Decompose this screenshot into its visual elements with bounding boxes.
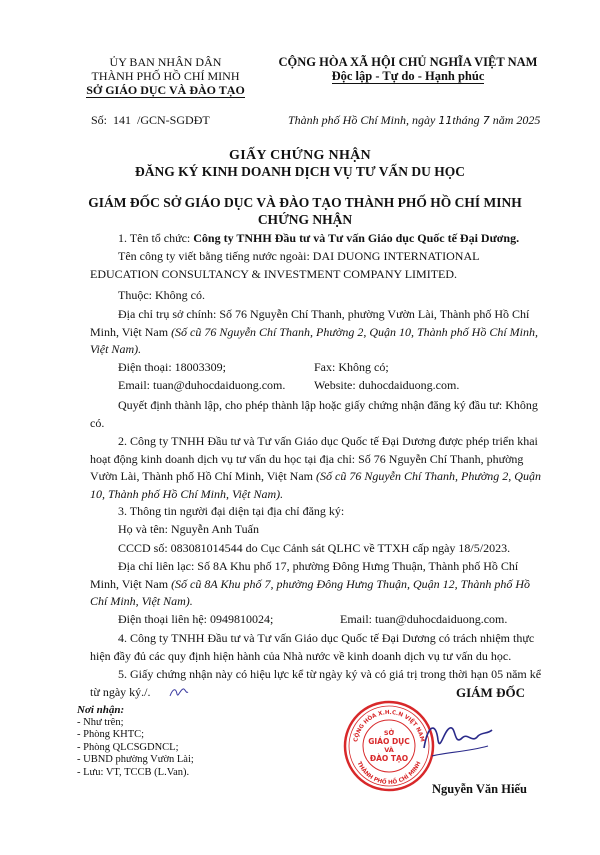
seal-bottom-text: THÀNH PHỐ HỒ CHÍ MINH <box>355 760 423 787</box>
date-prefix: Thành phố Hồ Chí Minh, ngày <box>288 113 436 127</box>
date-month: 7 <box>482 114 490 127</box>
seal-center-4: ĐÀO TẠO <box>369 754 409 763</box>
rep-address-old: (Số cũ 8A Khu phố 7, phường Đông Hưng Thuận, Quận 12, Thành phố Hồ Chí Minh, Việt Nam). <box>90 576 531 609</box>
issuer-line-2: THÀNH PHỐ HỒ CHÍ MINH <box>91 69 240 83</box>
org-fax: Fax: Không có; <box>314 360 389 374</box>
date-mid: tháng <box>452 113 480 127</box>
org-website: Website: duhocdaiduong.com. <box>314 378 460 392</box>
issue-date <box>288 113 540 128</box>
org-email: Email: tuan@duhocdaiduong.com. <box>118 378 286 392</box>
org-name: Công ty TNHH Đầu tư và Tư vấn Giáo dục Quốc tế Đại Dương <box>193 231 517 245</box>
rep-name: Họ và tên: Nguyễn Anh Tuấn <box>118 522 259 536</box>
director-heading <box>70 194 540 228</box>
rep-phone: Điện thoại liên hệ: 0949810024; <box>118 612 274 626</box>
seal-ring-text: CỘNG HÒA X.H.C.N VIỆT NAM <box>353 709 425 743</box>
seal-center-2: GIÁO DỤC <box>368 737 410 746</box>
section-5: 5. Giấy chứng nhận này có hiệu lực kể từ ngày ký và có giá trị trong thời hạn 05 năm kể từ ngày ký./. <box>90 667 542 699</box>
rep-address-text: Địa chỉ liên lạc: Số 8A Khu phố 17, phường Đông Hưng Thuận, Thành phố Hồ Chí Minh, Việt Nam <box>90 559 519 591</box>
rep-id: CCCD số: 083081014544 do Cục Cảnh sát QLHC về TTXH cấp ngày 18/5/2023. <box>118 541 511 555</box>
document-subtitle: ĐĂNG KÝ KINH DOANH DỊCH VỤ TƯ VẤN DU HỌC <box>135 164 465 179</box>
belongs-to: Thuộc: Không có. <box>118 288 205 302</box>
signer-name: Nguyễn Văn Hiếu <box>432 782 527 796</box>
section1-intro: 1. Tên tổ chức: <box>118 231 194 245</box>
section-3-intro: 3. Thông tin người đại diện tại địa chỉ đăng ký: <box>118 504 345 518</box>
seal-center-3: VÀ <box>384 746 394 754</box>
foreign-name: Tên công ty viết bằng tiếng nước ngoài: DAI DUONG INTERNATIONAL EDUCATION CONSULTANCY & INVESTMENT COMPANY LIMITED. <box>90 249 479 281</box>
ref-label: Số: <box>91 113 108 127</box>
seal-center-1: SỞ <box>383 729 395 737</box>
issuer-line-1: ỦY BAN NHÂN DÂN <box>109 55 222 69</box>
director-line-2: CHỨNG NHẬN <box>257 212 353 227</box>
motto: Độc lập - Tự do - Hạnh phúc <box>331 69 485 83</box>
handwritten-signature-icon <box>418 716 498 764</box>
recipient-item: - Như trên; <box>77 716 124 728</box>
section-1: 1. Tên tổ chức: Công ty TNHH Đầu tư và Tư vấn Giáo dục Quốc tế Đại Dương. <box>118 231 520 245</box>
address-old: (Số cũ 76 Nguyễn Chí Thanh, Phường 2, Quận 10, Thành phố Hồ Chí Minh, Việt Nam). <box>90 324 539 357</box>
issuer-block <box>58 55 273 98</box>
national-motto-block <box>258 55 558 84</box>
ref-suffix: /GCN-SGDĐT <box>137 113 210 127</box>
date-suffix: năm 2025 <box>492 113 541 127</box>
recipient-item: - Phòng KHTC; <box>77 729 145 741</box>
signer-title: GIÁM ĐỐC <box>456 685 525 700</box>
head-office-address <box>90 306 548 359</box>
establishment-decision: Quyết định thành lập, cho phép thành lập hoặc giấy chứng nhận đăng ký đầu tư: Không có. <box>90 398 538 430</box>
section2-old: (Số cũ 76 Nguyễn Chí Thanh, Phường 2, Quận 10, Thành phố Hồ Chí Minh, Việt Nam). <box>90 469 541 501</box>
section-4: 4. Công ty TNHH Đầu tư và Tư vấn Giáo dục Quốc tế Đại Dương có trách nhiệm thực hiện đầy đủ các quy định hiện hành của Nhà nước về kinh doanh dịch vụ tư vấn du học. <box>90 631 535 663</box>
org-phone: Điện thoại: 18003309; <box>118 360 226 374</box>
recipients <box>77 704 194 780</box>
address-text: Địa chỉ trụ sở chính: Số 76 Nguyễn Chí Thanh, phường Vườn Lài, Thành phố Hồ Chí Minh, Việt Nam <box>90 307 530 339</box>
recipients-title: Nơi nhận: <box>77 704 125 716</box>
country-name: CỘNG HÒA XÃ HỘI CHỦ NGHĨA VIỆT NAM <box>278 55 538 69</box>
ref-number: 141 <box>113 113 132 127</box>
rep-email: Email: tuan@duhocdaiduong.com. <box>340 612 508 626</box>
document-number <box>91 113 210 128</box>
date-day: 11 <box>438 114 453 127</box>
section-2 <box>90 433 548 503</box>
recipient-item: - UBND phường Vườn Lài; <box>77 754 194 766</box>
rep-address <box>90 558 548 611</box>
document-title: GIẤY CHỨNG NHẬN <box>229 148 371 163</box>
recipient-item: - Phòng QLCSGDNCL; <box>77 741 179 753</box>
director-line-1: GIÁM ĐỐC SỞ GIÁO DỤC VÀ ĐÀO TẠO THÀNH PHỐ HỒ CHÍ MINH <box>88 195 522 210</box>
recipient-item: - Lưu: VT, TCCB (L.Van). <box>77 766 190 778</box>
initial-mark-icon <box>168 684 190 700</box>
section2-text: 2. Công ty TNHH Đầu tư và Tư vấn Giáo dục Quốc tế Đại Dương được phép triển khai hoạt động kinh doanh dịch vụ tư vấn du học tại địa chỉ: Số 76 Nguyễn Chí Thanh, phường Vườn Lài, Thành phố Hồ Chí Minh, Việt Nam <box>90 434 538 484</box>
issuer-line-3: SỞ GIÁO DỤC VÀ ĐÀO TẠO <box>86 83 245 97</box>
